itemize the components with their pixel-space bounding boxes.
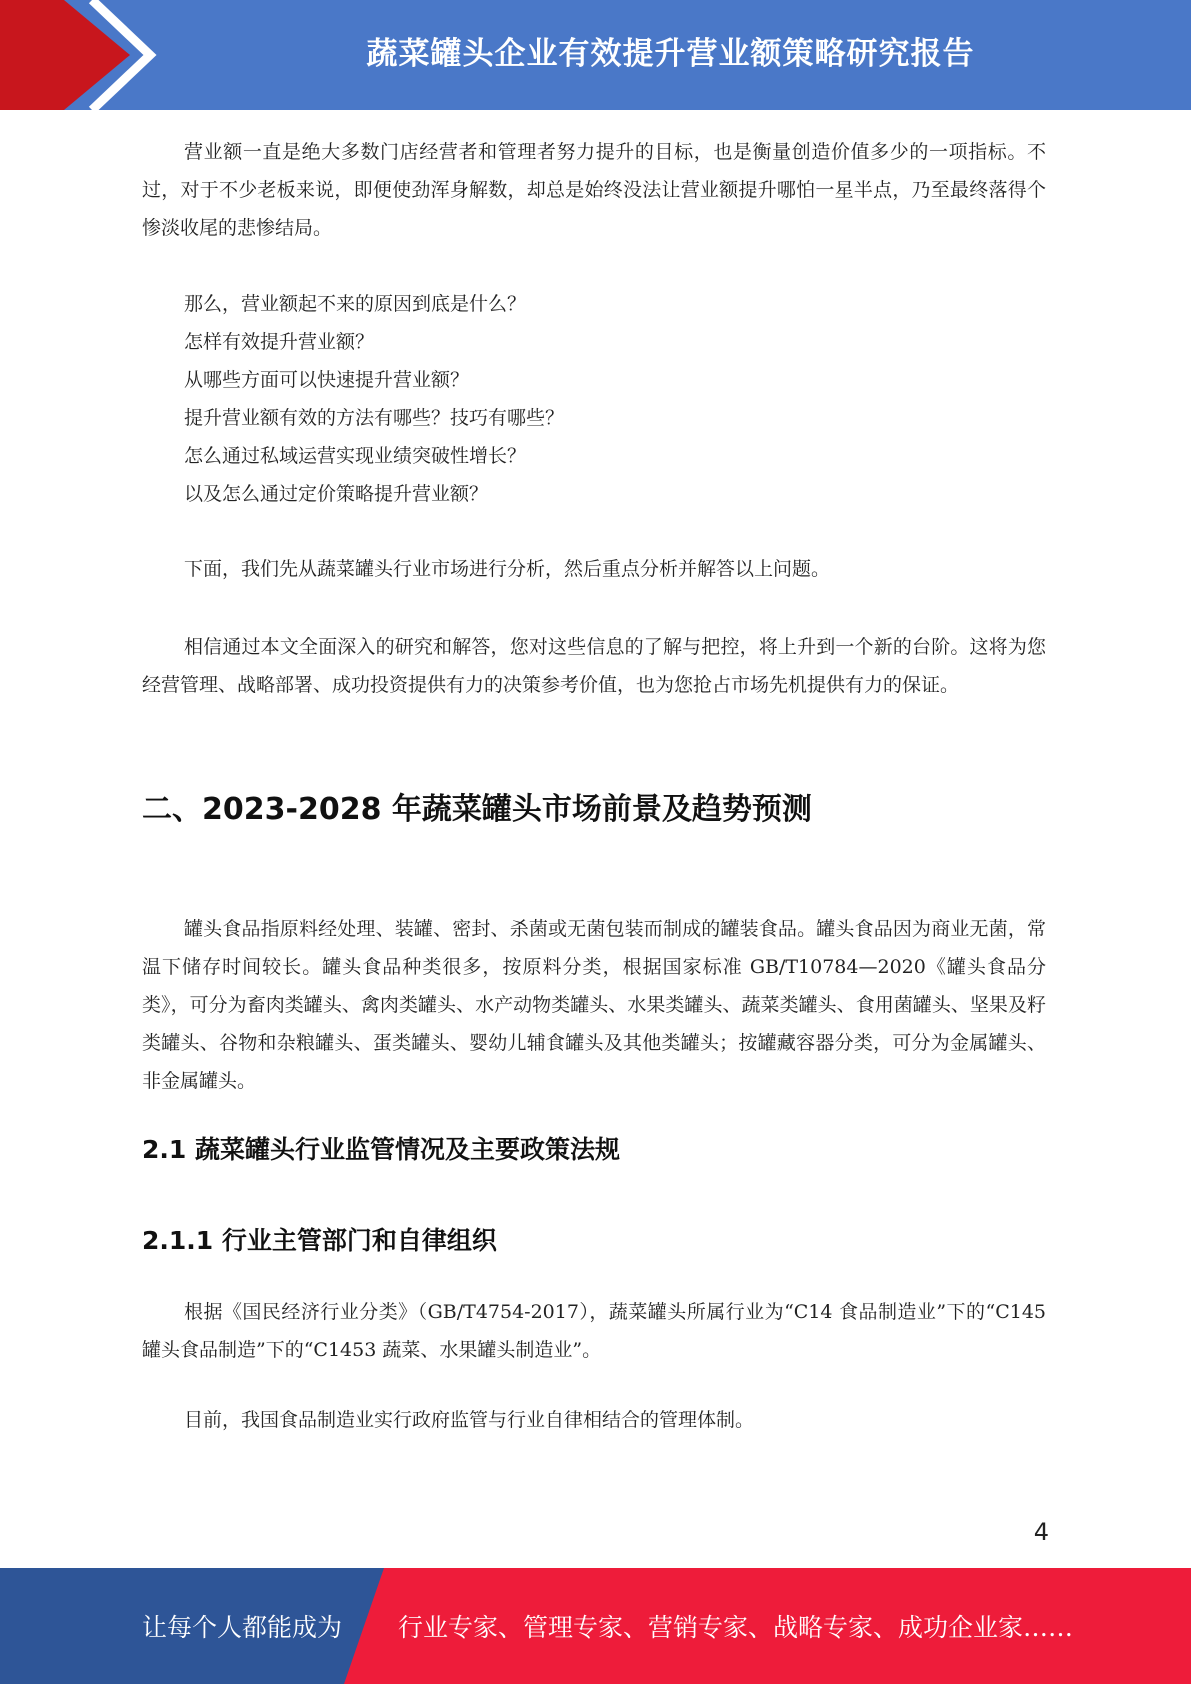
intro-paragraph: 营业额一直是绝大多数门店经营者和管理者努力提升的目标，也是衡量创造价值多少的一项指标。不过，对于不少老板来说，即便使劲浑身解数，却总是始终没法让营业额提升哪怕一星半点，乃至最终落得个惨淡收尾的悲惨结局。 bbox=[142, 141, 1046, 239]
report-title: 蔬菜罐头企业有效提升营业额策略研究报告 bbox=[366, 35, 975, 72]
classification-paragraph-container bbox=[142, 1293, 1046, 1369]
subsubsection-heading: 2.1.1 行业主管部门和自律组织 bbox=[142, 1226, 497, 1255]
next-paragraph-container bbox=[142, 550, 1046, 588]
management-paragraph: 目前，我国食品制造业实行政府监管与行业自律相结合的管理体制。 bbox=[184, 1409, 755, 1431]
section-2-1-1-heading-container bbox=[142, 1221, 1046, 1257]
section-2-paragraph: 罐头食品指原料经处理、装罐、密封、杀菌或无菌包装而制成的罐装食品。罐头食品因为商业无菌，常温下储存时间较长。罐头食品种类很多，按原料分类，根据国家标准 GB/T10784—2020《罐头食品分类》，可分为畜肉类罐头、禽肉类罐头、水产动物类罐头、水果类罐头、蔬菜类罐头、食用菌罐头、坚果及籽类罐头、谷物和杂粮罐头、蛋类罐头、婴幼儿辅食罐头及其他类罐头；按罐藏容器分类，可分为金属罐头、非金属罐头。 bbox=[142, 918, 1046, 1092]
classification-paragraph: 根据《国民经济行业分类》（GB/T4754-2017），蔬菜罐头所属行业为“C14 食品制造业”下的“C145 罐头食品制造”下的“C1453 蔬菜、水果罐头制造业”。 bbox=[142, 1301, 1046, 1361]
section-2-paragraph-container bbox=[142, 910, 1046, 1100]
section-heading: 二、2023-2028 年蔬菜罐头市场前景及趋势预测 bbox=[142, 792, 812, 827]
page-header bbox=[0, 0, 1191, 110]
list-item: 怎么通过私域运营实现业绩突破性增长？ bbox=[184, 445, 527, 467]
belief-paragraph-container bbox=[142, 628, 1046, 704]
list-item: 以及怎么通过定价策略提升营业额？ bbox=[184, 483, 489, 505]
next-paragraph: 下面，我们先从蔬菜罐头行业市场进行分析，然后重点分析并解答以上问题。 bbox=[184, 558, 831, 580]
page-number: 4 bbox=[1033, 1518, 1049, 1546]
section-2-1-heading-container bbox=[142, 1130, 1046, 1166]
list-item: 怎样有效提升营业额？ bbox=[184, 331, 375, 353]
list-item: 提升营业额有效的方法有哪些？技巧有哪些？ bbox=[184, 407, 565, 429]
footer-roles: 行业专家、管理专家、营销专家、战略专家、成功企业家…… bbox=[398, 1613, 1074, 1642]
management-paragraph-container bbox=[142, 1401, 1046, 1439]
list-item: 从哪些方面可以快速提升营业额？ bbox=[184, 369, 470, 391]
page-footer bbox=[0, 1568, 1191, 1684]
footer-slogan: 让每个人都能成为 bbox=[142, 1613, 343, 1642]
question-list bbox=[142, 285, 1046, 513]
belief-paragraph: 相信通过本文全面深入的研究和解答，您对这些信息的了解与把控，将上升到一个新的台阶。这将为您经营管理、战略部署、成功投资提供有力的决策参考价值，也为您抢占市场先机提供有力的保证。 bbox=[142, 636, 1046, 696]
intro-section bbox=[142, 133, 1046, 247]
list-item: 那么，营业额起不来的原因到底是什么？ bbox=[184, 293, 527, 315]
section-2-heading-container bbox=[142, 784, 1046, 828]
question-list-container bbox=[142, 285, 1046, 513]
subsection-heading: 2.1 蔬菜罐头行业监管情况及主要政策法规 bbox=[142, 1135, 620, 1164]
